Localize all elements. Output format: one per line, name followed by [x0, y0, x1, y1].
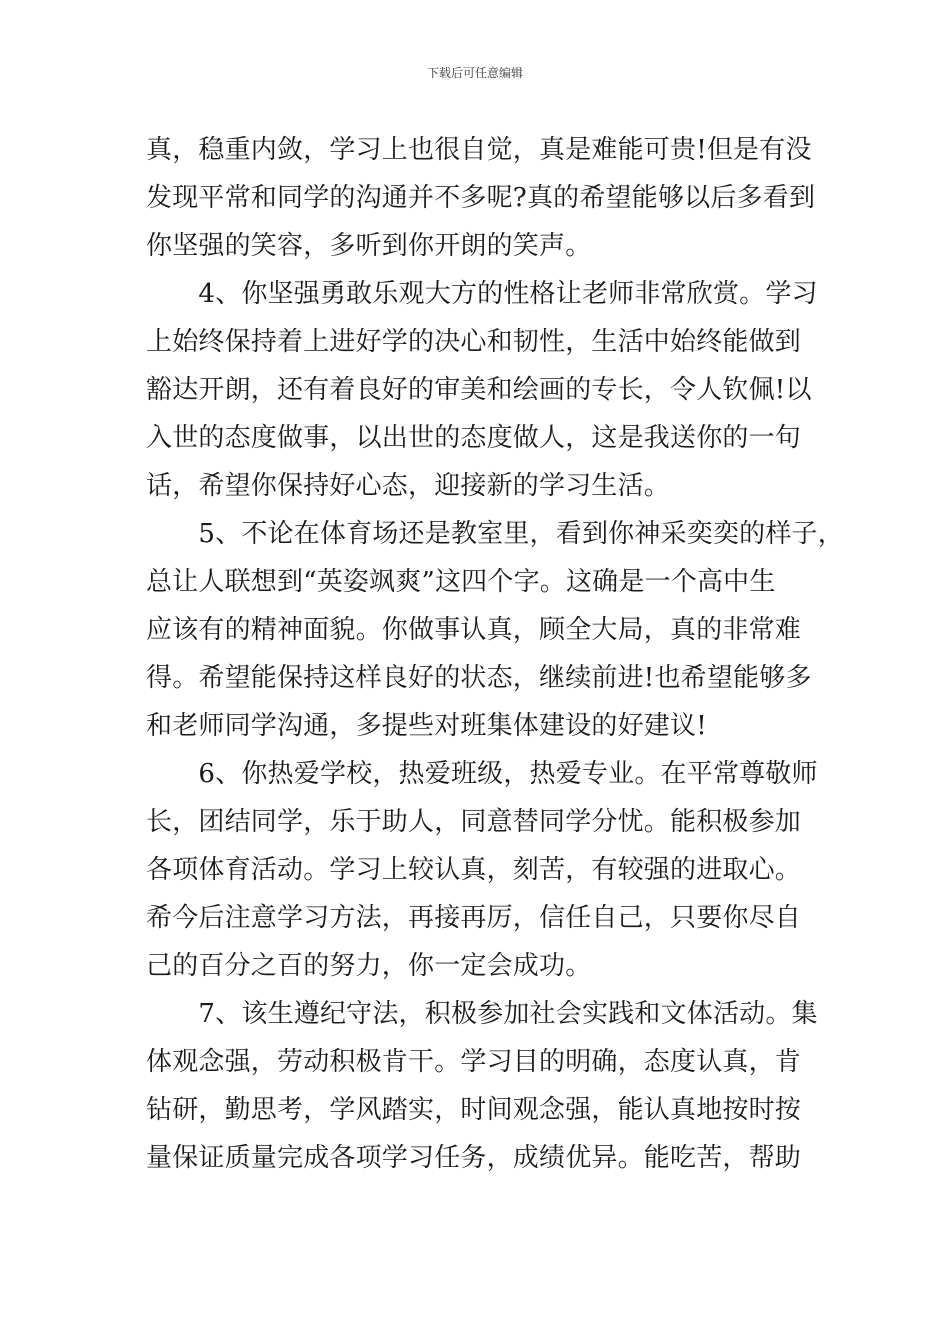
text-line: 你坚强的笑容，多听到你开朗的笑声。: [146, 231, 592, 261]
text-line: 钻研，勤思考，学风踏实，时间观念强，能认真地按时按: [146, 1095, 802, 1125]
text-line: 得。希望能保持这样良好的状态，继续前进!也希望能够多: [146, 663, 812, 693]
body-text: [146, 126, 844, 1182]
text-line: 4、你坚强勇敢乐观大方的性格让老师非常欣赏。学习: [146, 279, 818, 309]
text-line: 应该有的精神面貌。你做事认真，顾全大局，真的非常难: [146, 615, 802, 645]
text-line: 己的百分之百的努力，你一定会成功。: [146, 951, 592, 981]
text-line: 希今后注意学习方法，再接再厉，信任自己，只要你尽自: [146, 903, 802, 933]
text-line: 7、该生遵纪守法，积极参加社会实践和文体活动。集: [146, 999, 818, 1029]
text-line: 长，团结同学，乐于助人，同意替同学分忧。能积极参加: [146, 807, 802, 837]
text-line: 真，稳重内敛，学习上也很自觉，真是难能可贵!但是有没: [146, 135, 812, 165]
text-line: 话，希望你保持好心态，迎接新的学习生活。: [146, 471, 671, 501]
text-line: 各项体育活动。学习上较认真，刻苦，有较强的进取心。: [146, 855, 802, 885]
text-line: 和老师同学沟通，多提些对班集体建设的好建议!: [146, 711, 707, 741]
text-line: 5、不论在体育场还是教室里，看到你神采奕奕的样子，: [146, 519, 844, 549]
header-note: 下载后可任意编辑: [426, 66, 523, 80]
text-line: 量保证质量完成各项学习任务，成绩优异。能吃苦，帮助: [146, 1143, 802, 1173]
text-line: 入世的态度做事，以出世的态度做人，这是我送你的一句: [146, 423, 802, 453]
text-line: 豁达开朗，还有着良好的审美和绘画的专长，令人钦佩!以: [146, 375, 812, 405]
text-line: 总让人联想到“英姿飒爽”这四个字。这确是一个高中生: [146, 567, 776, 597]
text-line: 6、你热爱学校，热爱班级，热爱专业。在平常尊敬师: [146, 759, 818, 789]
text-line: 上始终保持着上进好学的决心和韧性，生活中始终能做到: [146, 327, 802, 357]
text-line: 体观念强，劳动积极肯干。学习目的明确，态度认真，肯: [146, 1047, 802, 1077]
text-line: 发现平常和同学的沟通并不多呢?真的希望能够以后多看到: [146, 183, 816, 213]
